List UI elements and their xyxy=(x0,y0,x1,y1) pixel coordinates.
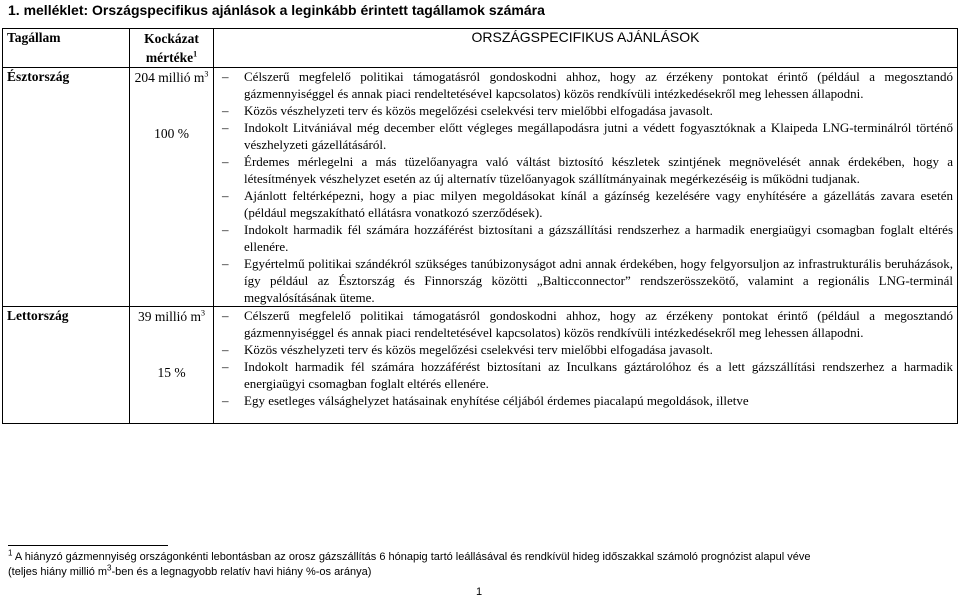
table-header-row xyxy=(3,29,958,68)
page-heading: 1. melléklet: Országspecifikus ajánlások a leginkább érintett tagállamok számára xyxy=(8,2,545,18)
page-number: 1 xyxy=(476,586,483,598)
header-risk xyxy=(130,29,214,68)
table-row xyxy=(3,68,958,307)
recommendation-item: – Indokolt Litvániával még december előtt végleges megállapodásra jutni a védett fogyasztóknak a Klaipeda LNG-terminálról történő vészhelyzeti gázellátásáról. xyxy=(218,119,953,153)
risk-volume xyxy=(134,68,209,87)
footnote-text-2a: (teljes hiány millió m xyxy=(8,566,108,578)
recommendation-item: – Érdemes mérlegelni a más tüzelőanyagra való váltást biztosító készletek szintjének megnövelését annak érdekében, hogy a létesítmények vészhelyzet esetén az új alternatív tüzelőanyagok szállítmányainak megérkezéséig is működni tudjanak. xyxy=(218,153,953,187)
risk-volume-text: 204 millió m xyxy=(134,70,205,85)
risk-cell xyxy=(130,307,214,424)
recommendation-item: – Egyértelmű politikai szándékról szükséges tanúbizonyságot adni annak érdekében, hogy felgyorsuljon az infrastrukturális beruházások, így például az Észtország és Finnország közötti „Balticconnector” rendszerösszekötő, valamint a regionális LNG-terminál megvalósításának üteme. xyxy=(218,255,953,306)
header-risk-line2: mértéke xyxy=(145,50,194,65)
country-cell: Lettország xyxy=(3,307,130,424)
risk-volume-unit-sup: 3 xyxy=(204,69,209,79)
recommendation-item: – Célszerű megfelelő politikai támogatásról gondoskodni ahhoz, hogy az érzékeny pontokat érintő (például a megosztandó gázmennyiséggel és annak piaci rendeltetésével kapcsolatos) közös rendkívüli intézkedésekről meg lehessen állapodni. xyxy=(218,307,953,341)
header-risk-line1: Kockázat xyxy=(144,31,199,46)
footnote-sup: 3 xyxy=(107,563,112,573)
header-recommendations: ORSZÁGSPECIFIKUS AJÁNLÁSOK xyxy=(214,29,958,68)
recommendation-item: – Egy esetleges válsághelyzet hatásainak enyhítése céljából érdemes piacalapú megoldások, illetve xyxy=(218,392,953,409)
recommendations-cell xyxy=(214,307,958,424)
recommendation-item: – Indokolt harmadik fél számára hozzáférést biztosítani a gázszállítási rendszerhez a harmadik energiaügyi csomagban foglalt eltérés ellenére. xyxy=(218,221,953,255)
recommendation-item: – Közös vészhelyzeti terv és közös megelőzési cselekvési terv mielőbbi elfogadása javasolt. xyxy=(218,341,953,358)
risk-volume-unit-sup: 3 xyxy=(201,308,205,318)
recommendation-item: – Ajánlott feltérképezni, hogy a piac milyen megoldásokat kínál a gázínség kezelésére vagy enyhítésére a gázellátás zavara esetén (például megszakítható ellátásra vonatkozó szerződések). xyxy=(218,187,953,221)
header-risk-footnote-ref: 1 xyxy=(193,49,198,59)
footnote-line-2 xyxy=(8,565,953,580)
recommendation-list xyxy=(218,307,953,409)
recommendation-list xyxy=(218,68,953,306)
risk-percent: 100 % xyxy=(154,126,189,141)
country-cell: Észtország xyxy=(3,68,130,307)
footnote xyxy=(8,550,953,580)
recommendation-item: – Közös vészhelyzeti terv és közös megelőzési cselekvési terv mielőbbi elfogadása javasolt. xyxy=(218,102,953,119)
risk-cell xyxy=(130,68,214,307)
table-row xyxy=(3,307,958,424)
recommendations-table xyxy=(2,28,958,424)
footnote-text-1: A hiányzó gázmennyiség országonkénti lebontásban az orosz gázszállítás 6 hónapig tartó leállásával és rendkívül hideg időszakkal számoló prognózist alapul véve xyxy=(14,551,811,563)
risk-volume xyxy=(134,307,209,326)
risk-volume-text: 39 millió m xyxy=(137,309,201,324)
footnote-text-2b: -ben és a legnagyobb relatív havi hiány %-os aránya) xyxy=(111,566,372,578)
footnote-marker: 1 xyxy=(8,548,13,558)
risk-percent: 15 % xyxy=(157,365,186,380)
recommendations-cell xyxy=(214,68,958,307)
recommendation-item: – Indokolt harmadik fél számára hozzáférést biztosítani az Inculkans gáztárolóhoz és a lett gázszállítási rendszerhez a harmadik energiaügyi csomagban foglalt eltérés ellenére. xyxy=(218,358,953,392)
footnote-line-1 xyxy=(8,550,953,565)
recommendation-item: – Célszerű megfelelő politikai támogatásról gondoskodni ahhoz, hogy az érzékeny pontokat érintő (például a megosztandó gázmennyiséggel és annak piaci rendeltetésével kapcsolatos) közös rendkívüli intézkedésekről meg lehessen állapodni. xyxy=(218,68,953,102)
footnote-separator xyxy=(8,545,168,546)
header-country: Tagállam xyxy=(3,29,130,68)
